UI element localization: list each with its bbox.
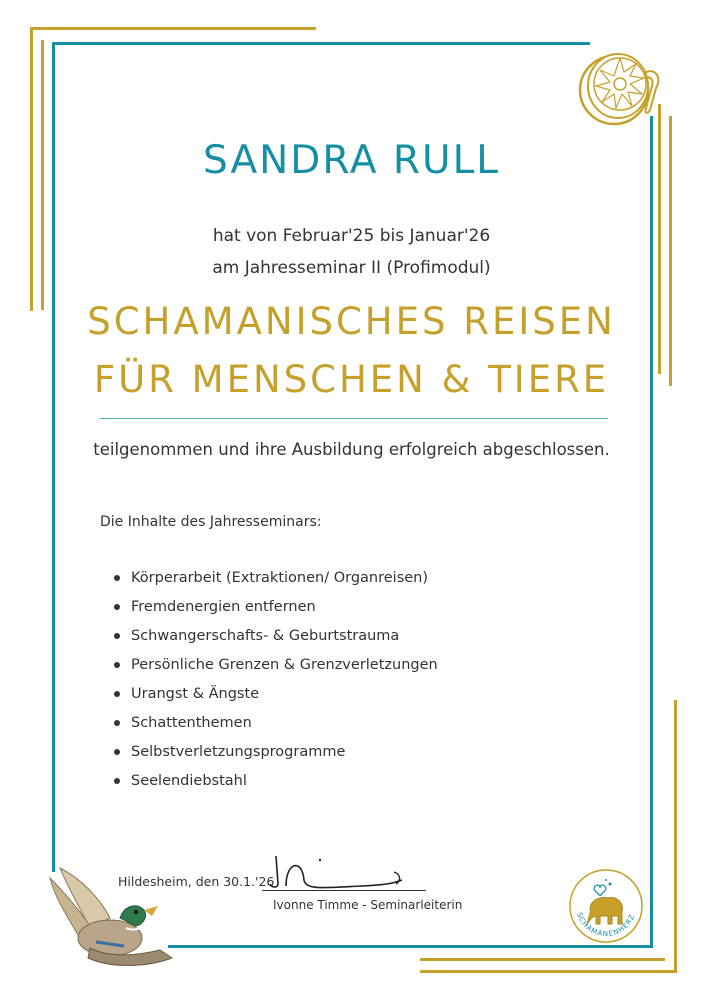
list-item: Fremdenergien entfernen: [131, 597, 438, 626]
bullet-icon: [114, 633, 120, 639]
bullet-icon: [114, 749, 120, 755]
frame-gold-right-low: [674, 700, 677, 973]
course-title-line1: SCHAMANISCHES REISEN: [87, 300, 616, 343]
seminar-text: am Jahresseminar II (Profimodul): [212, 258, 491, 278]
signature-line: [262, 890, 426, 891]
place-date: Hildesheim, den 30.1.'26: [118, 874, 275, 889]
divider: [100, 418, 608, 419]
list-item: Urangst & Ängste: [131, 684, 438, 713]
logo-text: [566, 866, 646, 946]
bullet-icon: [114, 575, 120, 581]
course-title-line2: FÜR MENSCHEN & TIERE: [93, 358, 610, 401]
frame-gold-top: [30, 27, 316, 30]
list-item: Schwangerschafts- & Geburtstrauma: [131, 626, 438, 655]
frame-teal-top: [52, 42, 590, 45]
list-item: Schattenthemen: [131, 713, 438, 742]
list-item: Seelendiebstahl: [131, 771, 438, 800]
list-item: Persönliche Grenzen & Grenzverletzungen: [131, 655, 438, 684]
bullet-icon: [114, 604, 120, 610]
signatory-name: Ivonne Timme - Seminarleiterin: [273, 898, 463, 912]
bullet-icon: [114, 691, 120, 697]
bullet-icon: [114, 662, 120, 668]
frame-gold-bottom-right: [420, 958, 665, 961]
drum-icon: [576, 38, 668, 130]
signature: [262, 850, 422, 892]
contents-intro: Die Inhalte des Jahresseminars:: [100, 514, 322, 530]
svg-text:SCHAMANENHERZ: SCHAMANENHERZ: [574, 911, 637, 939]
recipient-name: SANDRA RULL: [202, 138, 501, 183]
frame-gold-bottom-right-outer: [420, 970, 676, 973]
list-item: Körperarbeit (Extraktionen/ Organreisen): [131, 568, 438, 597]
bullet-icon: [114, 720, 120, 726]
bullet-icon: [114, 778, 120, 784]
topics-list: [100, 568, 438, 800]
completion-text: teilgenommen und ihre Ausbildung erfolgreich abgeschlossen.: [93, 440, 610, 459]
period-text: hat von Februar'25 bis Januar'26: [212, 226, 491, 246]
list-item: Selbstverletzungsprogramme: [131, 742, 438, 771]
